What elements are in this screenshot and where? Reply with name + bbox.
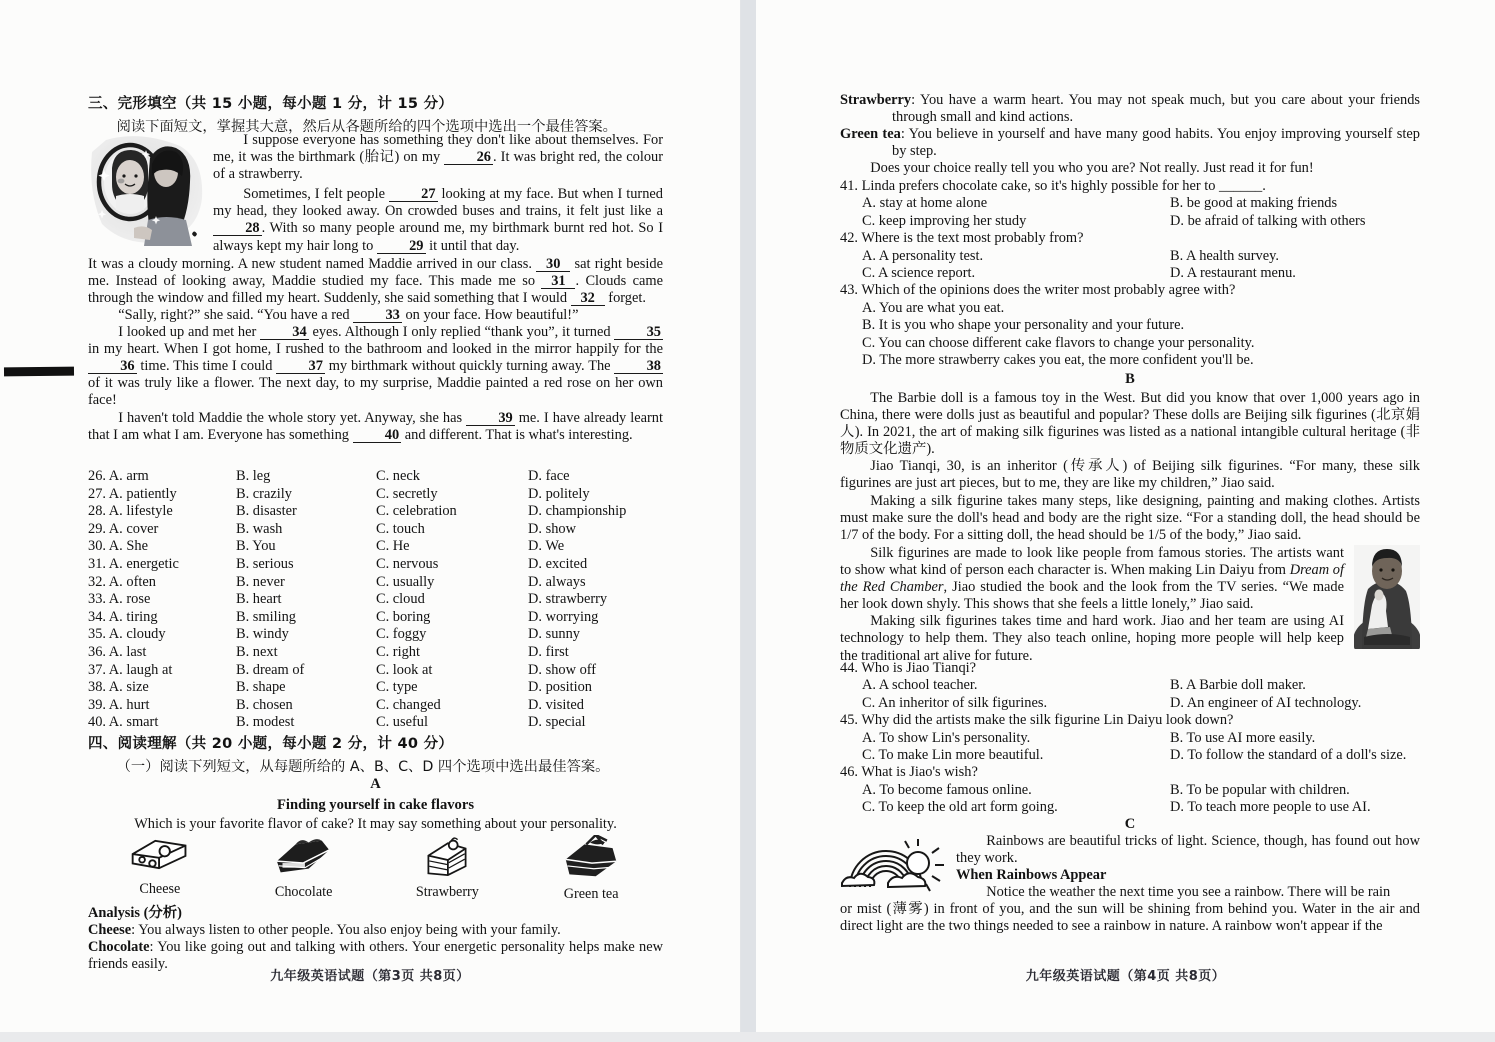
passage-b-paragraph-3: Making a silk figurine takes many steps, like designing, painting and making clothes. Artists must make sure the doll's head and body are the right size. “For a standing doll, the head should be 1/7 of the body. For a sitting doll, the head should be 1/5 of the body,” Jiao said. — [840, 492, 1420, 543]
cloze-paragraph-4: “Sally, right?” she said. “You have a red 33 on your face. How beautiful!” — [118, 306, 579, 323]
passage-a-title: Finding yourself in cake flavors — [276, 797, 475, 813]
cloze-option-b[interactable]: B. next — [236, 643, 278, 660]
analysis-text-chocolate: : You like going out and talking with others. Your energetic personality helps make new friends easily. — [88, 939, 663, 973]
question-option-row — [840, 695, 1420, 712]
cloze-option-row — [88, 679, 663, 697]
strawberry-cake-icon — [416, 835, 478, 878]
cloze-option-b[interactable]: B. shape — [236, 679, 286, 696]
cloze-option-b[interactable]: B. leg — [236, 468, 271, 484]
cloze-option-c[interactable]: C. cloud — [376, 591, 425, 608]
cloze-option-d[interactable]: D. excited — [528, 555, 588, 572]
cloze-option-a[interactable]: 30. A. She — [88, 538, 148, 555]
analysis-heading: Analysis (分析) — [88, 905, 182, 922]
passage-b-paragraph-4 — [840, 545, 1420, 613]
question-option[interactable]: A. To show Lin's personality. — [862, 729, 1031, 746]
passage-a-closing: Does your choice really tell you who you are? Not really. Just read it for fun! — [870, 160, 1314, 177]
cake-label-cheese: Cheese — [139, 881, 181, 898]
cloze-option-a[interactable]: 33. A. rose — [88, 591, 151, 608]
cloze-paragraph-3: It was a cloudy morning. A new student named Maddie arrived in our class. 30 sat right beside me. Instead of looking away, Maddie studied my face. This made me so 31 . Clouds came through the window and filled my heart. Suddenly, she said something that I would 32 forget. — [88, 255, 663, 306]
cloze-option-a[interactable]: 34. A. tiring — [88, 608, 158, 625]
cloze-option-d[interactable]: D. face — [528, 468, 570, 484]
analysis-text-strawberry: : You have a warm heart. You may not speak much, but you care about your friends through small and kind actions. — [892, 92, 1420, 126]
question-option[interactable]: D. A restaurant menu. — [1170, 265, 1296, 282]
question-option[interactable]: A. A school teacher. — [862, 677, 978, 694]
passage-b-paragraph-5: Making silk figurines takes time and hard work. Jiao and her team are using AI technology to help them. They also teach online, hoping more people will help keep the traditional art alive for future. — [840, 613, 1344, 664]
cloze-blank-28: 28 — [213, 221, 262, 236]
question-option[interactable]: D. The more strawberry cakes you eat, the more confident you'll be. — [862, 352, 1254, 369]
cloze-option-d[interactable]: D. sunny — [528, 626, 580, 643]
cloze-blank-34: 34 — [260, 325, 309, 340]
cloze-option-c[interactable]: C. touch — [376, 520, 425, 537]
pb4-book-title: Dream of the Red Chamber — [840, 562, 1344, 596]
cake-label-chocolate: Chocolate — [274, 884, 333, 901]
cloze-option-c[interactable]: C. foggy — [376, 626, 427, 643]
cloze-option-a[interactable]: 36. A. last — [88, 643, 147, 660]
passage-a-lead: Which is your favorite flavor of cake? It may say something about your personality. — [134, 816, 617, 832]
question-option[interactable]: C. To make Lin more beautiful. — [862, 747, 1044, 764]
cloze-option-d[interactable]: D. visited — [528, 696, 584, 713]
cloze-option-a[interactable]: 39. A. hurt — [88, 696, 150, 713]
cloze-option-d[interactable]: D. strawberry — [528, 591, 608, 608]
cloze-option-row — [88, 468, 663, 486]
passage-b-questions — [840, 660, 1420, 817]
cloze-option-c[interactable]: C. changed — [376, 696, 441, 713]
left-page-footer: 九年级英语试题（第3页 共8页） — [270, 969, 470, 984]
cloze-blank-33: 33 — [353, 308, 402, 323]
question-stem: 45. Why did the artists make the silk figurine Lin Daiyu look down? — [840, 712, 1234, 729]
cloze-option-row — [88, 644, 663, 662]
cloze-option-b[interactable]: B. modest — [236, 714, 295, 731]
cloze-option-b[interactable]: B. You — [236, 538, 276, 555]
cake-label-strawberry: Strawberry — [415, 884, 479, 901]
cloze-blank-36: 36 — [88, 359, 137, 374]
cloze-option-c[interactable]: C. look at — [376, 661, 433, 678]
cheese-cake-icon — [127, 835, 193, 875]
cloze-option-d[interactable]: D. politely — [528, 485, 590, 502]
cloze-option-row — [88, 697, 663, 715]
question-option[interactable]: D. To teach more people to use AI. — [1170, 799, 1371, 816]
question-stem: 46. What is Jiao's wish? — [840, 764, 978, 781]
cloze-option-d[interactable]: D. championship — [528, 503, 627, 520]
question-option[interactable]: B. To be popular with children. — [1170, 781, 1350, 798]
cloze-option-row — [88, 591, 663, 609]
cloze-option-b[interactable]: B. wash — [236, 520, 283, 537]
chocolate-cake-icon — [271, 835, 337, 878]
cloze-paragraph-1: I suppose everyone has something they don't like about themselves. For me, it was the birthmark (胎记) on my 26 . It was bright red, the colour of a strawberry. — [213, 132, 664, 183]
cloze-option-row — [88, 574, 663, 592]
cloze-option-row — [88, 521, 663, 539]
cloze-option-d[interactable]: D. show off — [528, 661, 597, 678]
analysis-text-greentea: : You believe in yourself and have many good habits. You enjoy improving yourself step by step. — [892, 126, 1420, 160]
page-left — [0, 0, 741, 1032]
cloze-option-c[interactable]: C. nervous — [376, 555, 439, 572]
analysis-term-strawberry: Strawberry — [840, 92, 912, 108]
cloze-option-b[interactable]: B. crazily — [236, 485, 292, 502]
cloze-option-b[interactable]: B. chosen — [236, 696, 293, 713]
question-option[interactable]: C. A science report. — [862, 265, 976, 282]
passage-b-paragraph-2: Jiao Tianqi, 30, is an inheritor (传承人) of Beijing silk figurines. “For many, these silk figurines are just art pieces, but to me, they are like my children,” Jiao said. — [840, 458, 1420, 492]
question-option[interactable]: D. be afraid of talking with others — [1170, 212, 1366, 229]
cloze-paragraph-2: Sometimes, I felt people 27 looking at my face. But when I turned my head, they looked away. On crowded buses and trains, it felt just like a 28 . With so many people around me, my birthmark burnt red hot. So I always kept my hair long to 29 it until that day. — [213, 186, 663, 254]
question-option-row — [840, 730, 1420, 747]
analysis-greentea — [840, 126, 1420, 160]
cloze-option-row — [88, 714, 663, 732]
cloze-option-d[interactable]: D. special — [528, 714, 586, 731]
jiao-tianqi-photo — [1354, 545, 1420, 649]
question-option[interactable]: C. You can choose different cake flavors to change your personality. — [862, 334, 1255, 351]
question-option-row — [840, 747, 1420, 764]
cloze-option-b[interactable]: B. windy — [236, 626, 289, 643]
cloze-option-a[interactable]: 26. A. arm — [88, 468, 149, 484]
question-option[interactable]: B. A Barbie doll maker. — [1170, 677, 1306, 694]
cloze-option-d[interactable]: D. show — [528, 520, 576, 537]
scan-artifact-bar — [4, 367, 74, 377]
cloze-option-d[interactable]: D. always — [528, 573, 586, 590]
question-option[interactable]: A. stay at home alone — [862, 195, 988, 212]
cloze-option-c[interactable]: C. useful — [376, 714, 428, 731]
analysis-strawberry — [840, 92, 1420, 126]
page-gutter — [741, 0, 756, 1032]
cake-item-chocolate — [232, 835, 376, 903]
cloze-option-a[interactable]: 35. A. cloudy — [88, 626, 166, 643]
cloze-blank-32: 32 — [571, 291, 605, 306]
cloze-option-c[interactable]: C. He — [376, 538, 410, 555]
cloze-option-b[interactable]: B. serious — [236, 555, 294, 572]
cloze-blank-26: 26 — [444, 150, 493, 165]
scan-bottom-edge — [0, 1032, 1495, 1042]
passage-a-letter: A — [370, 776, 381, 792]
cloze-option-d[interactable]: D. first — [528, 643, 569, 660]
cloze-option-d[interactable]: D. position — [528, 679, 592, 696]
passage-c-letter: C — [1124, 816, 1136, 832]
cloze-option-c[interactable]: C. right — [376, 643, 420, 660]
cloze-option-b[interactable]: B. dream of — [236, 661, 305, 678]
question-option[interactable]: D. An engineer of AI technology. — [1170, 694, 1362, 711]
passage-b-letter: B — [1125, 371, 1135, 387]
cloze-option-a[interactable]: 27. A. patiently — [88, 485, 177, 502]
cake-item-strawberry — [376, 835, 520, 903]
cloze-option-d[interactable]: D. We — [528, 538, 565, 555]
cloze-blank-39: 39 — [466, 411, 515, 426]
cloze-option-a[interactable]: 31. A. energetic — [88, 555, 179, 572]
cloze-option-row — [88, 662, 663, 680]
passage-c-subheading: When Rainbows Appear — [956, 867, 1107, 884]
cloze-option-c[interactable]: C. celebration — [376, 503, 457, 520]
cake-item-greentea — [519, 835, 663, 903]
question-option[interactable]: B. To use AI more easily. — [1170, 729, 1316, 746]
cloze-blank-37: 37 — [276, 359, 325, 374]
question-option-row — [840, 195, 1420, 212]
cloze-paragraph-6: I haven't told Maddie the whole story yet. Anyway, she has 39 me. I have already learnt that I am what I am. Everyone has something 40 and different. That is what's interesting. — [88, 409, 663, 443]
question-option-row — [840, 265, 1420, 282]
cloze-option-a[interactable]: 37. A. laugh at — [88, 661, 173, 678]
question-option[interactable]: D. To follow the standard of a doll's size. — [1170, 747, 1407, 764]
rainbow-illustration — [840, 833, 950, 895]
mirror-girl-illustration — [88, 134, 206, 246]
passage-c-body-rest: or mist (薄雾) in front of you, and the sun will be shining from behind you. Water in the air and direct light are the two things needed to see a rainbow in nature. A rainbow won't appear if the — [840, 901, 1420, 935]
question-option[interactable]: A. You are what you eat. — [862, 299, 1005, 316]
cloze-option-a[interactable]: 32. A. often — [88, 573, 156, 590]
question-stem: 41. Linda prefers chocolate cake, so it's highly possible for her to ______. — [840, 178, 1266, 194]
question-option[interactable]: C. keep improving her study — [862, 212, 1027, 229]
question-stem: 43. Which of the opinions does the writer most probably agree with? — [840, 282, 1236, 299]
cloze-option-b[interactable]: B. never — [236, 573, 285, 590]
question-option-row — [840, 782, 1420, 799]
analysis-term-chocolate: Chocolate — [88, 939, 150, 956]
analysis-term-cheese: Cheese — [88, 922, 132, 939]
cloze-option-row — [88, 486, 663, 504]
reading-section-heading: 四、阅读理解（共 20 小题，每小题 2 分，计 40 分） — [88, 736, 454, 752]
question-option[interactable]: B. A health survey. — [1170, 247, 1279, 264]
cloze-blank-29: 29 — [377, 239, 426, 254]
cloze-option-b[interactable]: B. disaster — [236, 503, 297, 520]
cloze-option-c[interactable]: C. usually — [376, 573, 435, 590]
cloze-option-c[interactable]: C. secretly — [376, 485, 438, 502]
question-stem: 42. Where is the text most probably from? — [840, 230, 1084, 247]
cloze-option-d[interactable]: D. worrying — [528, 608, 599, 625]
cloze-option-c[interactable]: C. boring — [376, 608, 431, 625]
cake-label-greentea: Green tea — [563, 886, 619, 903]
question-option[interactable]: B. It is you who shape your personality and your future. — [862, 317, 1185, 334]
cloze-blank-30: 30 — [536, 257, 570, 272]
cloze-paragraph-5: I looked up and met her 34 eyes. Although I only replied “thank you”, it turned 35 in my heart. When I got home, I rushed to the bathroom and looked in the mirror happily for the 36 time. This time I could 37 my birthmark without quickly turning away. The 38 of it was truly like a flower. The next day, to my surprise, Maddie painted a red rose on her own face! — [88, 324, 663, 409]
page-right — [756, 0, 1495, 1032]
question-option-row — [840, 677, 1420, 694]
cloze-instruction: 阅读下面短文，掌握其大意，然后从各题所给的四个选项中选出一个最佳答案。 — [116, 119, 617, 135]
cloze-option-b[interactable]: B. heart — [236, 591, 282, 608]
question-option-row — [840, 248, 1420, 265]
cloze-option-row — [88, 538, 663, 556]
passage-b-paragraph-1: The Barbie doll is a famous toy in the West. But did you know that over 1,000 years ago in China, there were dolls just as beautiful and popular? These dolls are Beijing silk figurines (北京娟人). In 2021, the art of making silk figurines was listed as a national intangible cultural heritage (非物质文化遗产). — [840, 390, 1420, 458]
cloze-option-row — [88, 609, 663, 627]
cloze-option-a[interactable]: 38. A. size — [88, 679, 149, 696]
cloze-blank-40: 40 — [353, 428, 402, 443]
question-option-row — [840, 213, 1420, 230]
analysis-term-greentea: Green tea — [840, 126, 901, 143]
pb4-before: Silk figurines are made to look like people from famous stories. The artists want to show what kind of person each character is. When making Lin Daiyu from — [840, 545, 1344, 579]
cloze-option-c[interactable]: C. neck — [376, 468, 420, 484]
cloze-option-a[interactable]: 28. A. lifestyle — [88, 503, 173, 520]
question-option[interactable]: A. To become famous online. — [862, 781, 1032, 798]
reading-instruction: （一）阅读下列短文，从每题所给的 A、B、C、D 四个选项中选出最佳答案。 — [116, 759, 610, 775]
passage-c-body-first-line: Notice the weather the next time you see a rainbow. There will be rain — [986, 884, 1391, 901]
question-option[interactable]: B. be good at making friends — [1170, 195, 1338, 212]
cloze-blank-38: 38 — [614, 359, 663, 374]
question-stem: 44. Who is Jiao Tianqi? — [840, 660, 977, 676]
cloze-blank-35: 35 — [614, 325, 663, 340]
passage-c-lead: Rainbows are beautiful tricks of light. Science, though, has found out how they work. — [956, 833, 1420, 867]
cloze-option-row — [88, 503, 663, 521]
cake-icon-row — [88, 835, 663, 903]
green-tea-cake-icon — [558, 835, 624, 880]
passage-a-questions — [840, 178, 1420, 369]
cloze-option-a[interactable]: 29. A. cover — [88, 520, 159, 537]
cloze-option-row — [88, 626, 663, 644]
pb4-after: , Jiao studied the book and the look from the TV series. “We made her look down shyly. This shows that she feels a little lonely,” Jiao said. — [840, 579, 1345, 613]
question-option[interactable]: C. To keep the old art form going. — [862, 799, 1058, 816]
analysis-cheese — [88, 922, 663, 939]
question-option[interactable]: C. An inheritor of silk figurines. — [862, 694, 1048, 711]
cloze-section-heading: 三、完形填空（共 15 小题，每小题 1 分，计 15 分） — [88, 96, 454, 112]
cloze-options-table — [88, 468, 663, 732]
right-page-footer: 九年级英语试题（第4页 共8页） — [1025, 969, 1226, 984]
cloze-blank-27: 27 — [389, 187, 438, 202]
question-option[interactable]: A. A personality test. — [862, 247, 984, 264]
analysis-text-cheese: : You always listen to other people. You also enjoy being with your family. — [131, 922, 561, 939]
cloze-option-c[interactable]: C. type — [376, 679, 418, 696]
cloze-blank-31: 31 — [541, 274, 575, 289]
cloze-option-b[interactable]: B. smiling — [236, 608, 296, 625]
cake-item-cheese — [88, 835, 232, 903]
cloze-option-row — [88, 556, 663, 574]
cloze-option-a[interactable]: 40. A. smart — [88, 714, 159, 731]
